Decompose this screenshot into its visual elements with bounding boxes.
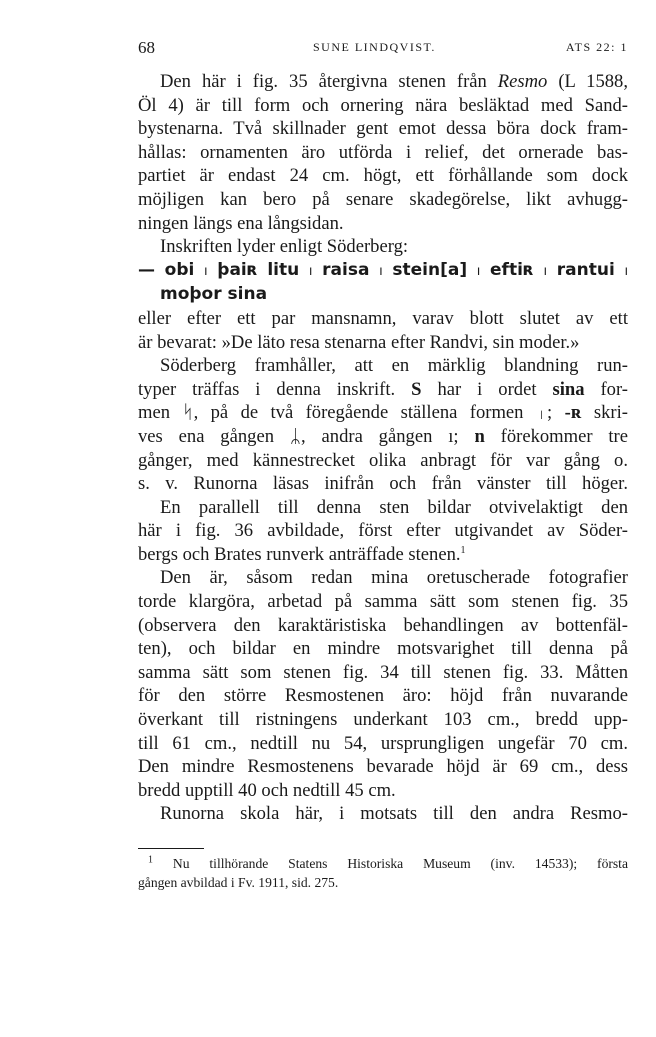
text-line: Söderberg framhåller, att en märklig blandning run- <box>160 355 628 377</box>
text-line: Öl 4) är till form och ornering nära besläktad med Sand- <box>138 94 628 116</box>
text-line: s. v. Runorna läsas inifrån och från vänster till höger. <box>138 473 628 495</box>
text-line: är bevarat: »De läto resa stenarna efter Randvi, sin moder.» <box>138 331 580 353</box>
text-line: partiet är endast 24 cm. högt, ett förhållande som dock <box>138 165 628 187</box>
rune-glyph: ᛦ <box>289 425 302 447</box>
text-line: gånger, med kännestrecket olika anbragt för var gång o. <box>138 449 628 471</box>
text-line: Den mindre Resmostenens bevarade höjd är 69 cm., dess <box>138 756 628 778</box>
text-line: till 61 cm., nedtill nu 54, ursprungligen ungefär 70 cm. <box>138 732 628 754</box>
rune-glyph: ı <box>448 425 454 447</box>
running-header-author: SUNE LINDQVIST. <box>313 40 436 54</box>
text-line: (observera den karaktäristiska behandlingen av bottenfäl- <box>138 614 628 636</box>
text-line: Den är, såsom redan mina oretuscherade fotografier <box>160 567 628 589</box>
text-line: överkant till ristningens underkant 103 cm., bredd upp- <box>138 709 628 731</box>
runic-inscription-line: moþor sina <box>160 284 268 305</box>
text-line: hållas: ornamenten äro utförda i relief, det ornerade bas- <box>138 141 628 163</box>
footnote-line: gången avbildad i Fv. 1911, sid. 275. <box>138 875 339 890</box>
text-line: men ᛋ, på de två föregående ställena formen ᛧ; -ʀ skri- <box>138 402 628 424</box>
text-line: Den här i fig. 35 återgivna stenen från Resmo (L 1588, <box>160 71 628 92</box>
inscription-intro: Inskriften lyder enligt Söderberg: <box>160 236 409 258</box>
text-line: här i fig. 36 avbildade, först efter utgivandet av Söder- <box>138 520 628 542</box>
text-line: ves ena gången ᛦ, andra gången ı; n förekommer tre <box>138 425 628 447</box>
footnote <box>138 854 628 892</box>
text-line: möjligen kan bero på senare skadegörelse, likt avhugg- <box>138 188 628 210</box>
running-header <box>138 38 628 60</box>
text-line: bergs och Brates runverk anträffade stenen.$^1$ <box>138 543 466 565</box>
text-line: eller efter ett par mansnamn, varav blott slutet av ett <box>138 307 628 329</box>
runic-inscription-line: — obi ı þaiʀ litu ı raisa ı stein[a] ı eftiʀ ı rantui ı <box>138 259 629 280</box>
rune-glyph: ᛧ <box>535 402 548 424</box>
text-line: ten), och bildar en mindre motsvarighet till denna på <box>138 638 628 660</box>
rune-glyph: ᛋ <box>182 402 194 424</box>
text-line: torde klargöra, arbetad på samma sätt som stenen fig. 35 <box>138 591 628 613</box>
text-line: typer träffas i denna inskrift. S har i ordet sina for- <box>138 378 628 400</box>
body-text <box>138 70 628 826</box>
footnote-line: $^1$ Nu tillhörande Statens Historiska Museum (inv. 14533); första <box>148 854 628 871</box>
text-line: Runorna skola här, i motsats till den andra Resmo- <box>160 803 628 825</box>
footnote-marker: 1 <box>148 854 153 866</box>
footnote-reference: 1 <box>460 544 466 556</box>
text-line: för den större Resmostenen äro: höjd från nuvarande <box>138 685 628 707</box>
text-line: samma sätt som stenen fig. 34 till stenen fig. 33. Måtten <box>138 661 628 683</box>
running-header-journal: ATS 22: 1 <box>565 40 628 54</box>
page-number: 68 <box>138 38 155 57</box>
text-line: bystenarna. Två skillnader gent emot dessa böra dock fram- <box>138 118 628 140</box>
text-line: bredd upptill 40 och nedtill 45 cm. <box>138 779 396 801</box>
footnote-divider <box>138 848 204 849</box>
text-line: En parallell till denna sten bildar otvivelaktigt den <box>160 496 628 518</box>
text-line: ningen längs ena långsidan. <box>138 212 344 234</box>
